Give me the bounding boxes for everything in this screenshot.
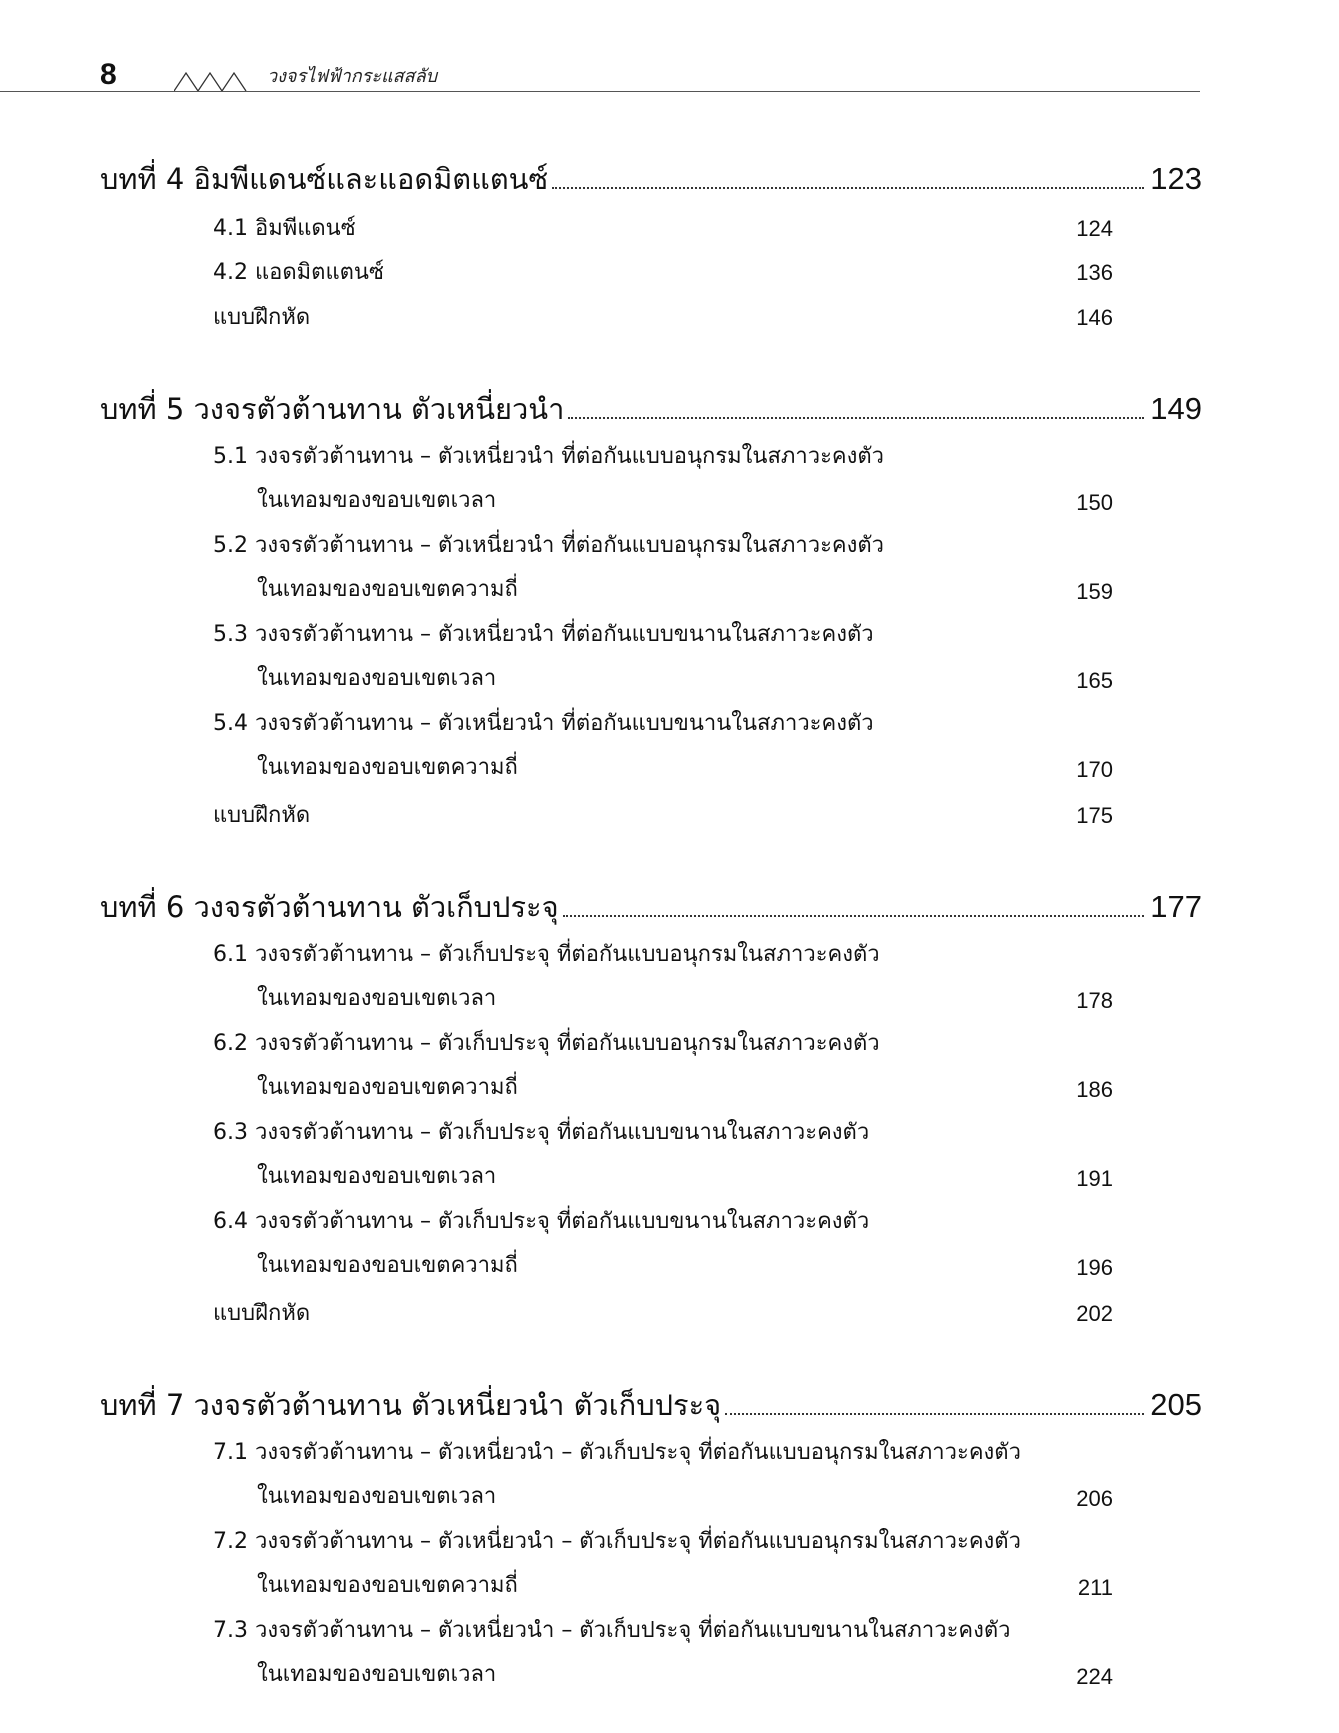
entry-page-number: 211 <box>1077 1575 1113 1600</box>
entry-title: แบบฝึกหัด <box>213 1301 311 1326</box>
entry-title-continuation: ในเทอมของขอบเขตเวลา <box>257 488 497 513</box>
dot-leader <box>568 417 1144 419</box>
entry-page-number: 178 <box>1076 988 1113 1013</box>
entry-title-continuation: ในเทอมของขอบเขตความถี่ <box>257 1075 518 1100</box>
entry-title: 5.2 วงจรตัวต้านทาน – ตัวเหนี่ยวนำ ที่ต่อกันแบบอนุกรมในสภาวะคงตัว <box>213 533 885 558</box>
toc-entry[interactable] <box>213 801 1113 841</box>
entry-title: 6.3 วงจรตัวต้านทาน – ตัวเก็บประจุ ที่ต่อกันแบบขนานในสภาวะคงตัว <box>213 1120 870 1145</box>
chapter-heading[interactable] <box>100 1378 1202 1424</box>
entry-page-number: 175 <box>1076 803 1113 828</box>
entry-title: 5.3 วงจรตัวต้านทาน – ตัวเหนี่ยวนำ ที่ต่อกันแบบขนานในสภาวะคงตัว <box>213 622 874 647</box>
entry-title: 7.3 วงจรตัวต้านทาน – ตัวเหนี่ยวนำ – ตัวเก็บประจุ ที่ต่อกันแบบขนานในสภาวะคงตัว <box>213 1618 1011 1643</box>
chapter-heading[interactable] <box>100 880 1202 926</box>
entry-title: แบบฝึกหัด <box>213 803 311 828</box>
chapter-page-number: 123 <box>1150 161 1202 196</box>
toc-entry[interactable] <box>213 1118 1113 1206</box>
entry-page-number: 191 <box>1076 1166 1113 1191</box>
chapter-page-number: 177 <box>1150 889 1202 924</box>
dot-leader <box>552 187 1144 189</box>
chapter-title: บทที่ 6 วงจรตัวต้านทาน ตัวเก็บประจุ <box>100 890 559 924</box>
toc-entry[interactable] <box>213 1207 1113 1295</box>
entry-title-continuation: ในเทอมของขอบเขตความถี่ <box>257 577 518 602</box>
toc-entry[interactable] <box>213 620 1113 708</box>
entry-title-continuation: ในเทอมของขอบเขตความถี่ <box>257 755 518 780</box>
entry-page-number: 136 <box>1076 260 1113 285</box>
entry-title: 4.1 อิมพีแดนซ์ <box>213 216 356 241</box>
running-title: วงจรไฟฟ้ากระแสสลับ <box>267 66 438 87</box>
entry-page-number: 206 <box>1076 1486 1113 1511</box>
toc-entry[interactable] <box>213 303 1113 343</box>
chapter-title: บทที่ 7 วงจรตัวต้านทาน ตัวเหนี่ยวนำ ตัวเก็บประจุ <box>100 1388 722 1422</box>
dot-leader <box>563 915 1145 917</box>
entry-page-number: 146 <box>1076 305 1113 330</box>
toc-entry[interactable] <box>213 214 1113 254</box>
page-header <box>0 0 1339 100</box>
entry-title-continuation: ในเทอมของขอบเขตเวลา <box>257 1662 497 1687</box>
toc-entry[interactable] <box>213 1029 1113 1117</box>
toc-entry[interactable] <box>213 1616 1113 1704</box>
entry-title: 5.1 วงจรตัวต้านทาน – ตัวเหนี่ยวนำ ที่ต่อกันแบบอนุกรมในสภาวะคงตัว <box>213 444 885 469</box>
toc-entry[interactable] <box>213 1438 1113 1526</box>
entry-title: 7.2 วงจรตัวต้านทาน – ตัวเหนี่ยวนำ – ตัวเก็บประจุ ที่ต่อกันแบบอนุกรมในสภาวะคงตัว <box>213 1529 1021 1554</box>
entry-title-continuation: ในเทอมของขอบเขตเวลา <box>257 1484 497 1509</box>
entry-page-number: 124 <box>1076 216 1113 241</box>
entry-title-continuation: ในเทอมของขอบเขตเวลา <box>257 666 497 691</box>
chapter-page-number: 149 <box>1150 391 1202 426</box>
entry-title: 5.4 วงจรตัวต้านทาน – ตัวเหนี่ยวนำ ที่ต่อกันแบบขนานในสภาวะคงตัว <box>213 711 874 736</box>
entry-title-continuation: ในเทอมของขอบเขตความถี่ <box>257 1253 518 1278</box>
chapter-title: บทที่ 4 อิมพีแดนซ์และแอดมิตแตนซ์ <box>100 162 549 196</box>
entry-title: 6.2 วงจรตัวต้านทาน – ตัวเก็บประจุ ที่ต่อกันแบบอนุกรมในสภาวะคงตัว <box>213 1031 880 1056</box>
entry-page-number: 186 <box>1076 1077 1113 1102</box>
toc-entry[interactable] <box>213 709 1113 797</box>
chapter-page-number: 205 <box>1150 1387 1202 1422</box>
entry-title: 6.1 วงจรตัวต้านทาน – ตัวเก็บประจุ ที่ต่อกันแบบอนุกรมในสภาวะคงตัว <box>213 942 880 967</box>
chapter-title: บทที่ 5 วงจรตัวต้านทาน ตัวเหนี่ยวนำ <box>100 392 565 426</box>
entry-page-number: 224 <box>1076 1664 1113 1689</box>
toc-entry[interactable] <box>213 940 1113 1028</box>
toc-entry[interactable] <box>213 258 1113 298</box>
entry-page-number: 196 <box>1076 1255 1113 1280</box>
chapter-heading[interactable] <box>100 152 1202 198</box>
entry-title-continuation: ในเทอมของขอบเขตความถี่ <box>257 1573 518 1598</box>
dot-leader <box>725 1413 1144 1415</box>
chapter-heading[interactable] <box>100 382 1202 428</box>
toc-entry[interactable] <box>213 1527 1113 1615</box>
header-rule <box>0 91 1200 92</box>
entry-title-continuation: ในเทอมของขอบเขตเวลา <box>257 1164 497 1189</box>
toc-entry[interactable] <box>213 531 1113 619</box>
entry-title-continuation: ในเทอมของขอบเขตเวลา <box>257 986 497 1011</box>
entry-page-number: 150 <box>1076 490 1113 515</box>
entry-title: 7.1 วงจรตัวต้านทาน – ตัวเหนี่ยวนำ – ตัวเก็บประจุ ที่ต่อกันแบบอนุกรมในสภาวะคงตัว <box>213 1440 1021 1465</box>
entry-title: 4.2 แอดมิตแตนซ์ <box>213 260 384 285</box>
entry-page-number: 159 <box>1076 579 1113 604</box>
entry-page-number: 170 <box>1076 757 1113 782</box>
entry-page-number: 165 <box>1076 668 1113 693</box>
entry-title: แบบฝึกหัด <box>213 305 311 330</box>
page-number: 8 <box>100 58 117 91</box>
entry-page-number: 202 <box>1076 1301 1113 1326</box>
toc-entry[interactable] <box>213 1299 1113 1339</box>
toc-entry[interactable] <box>213 442 1113 530</box>
entry-title: 6.4 วงจรตัวต้านทาน – ตัวเก็บประจุ ที่ต่อกันแบบขนานในสภาวะคงตัว <box>213 1209 870 1234</box>
